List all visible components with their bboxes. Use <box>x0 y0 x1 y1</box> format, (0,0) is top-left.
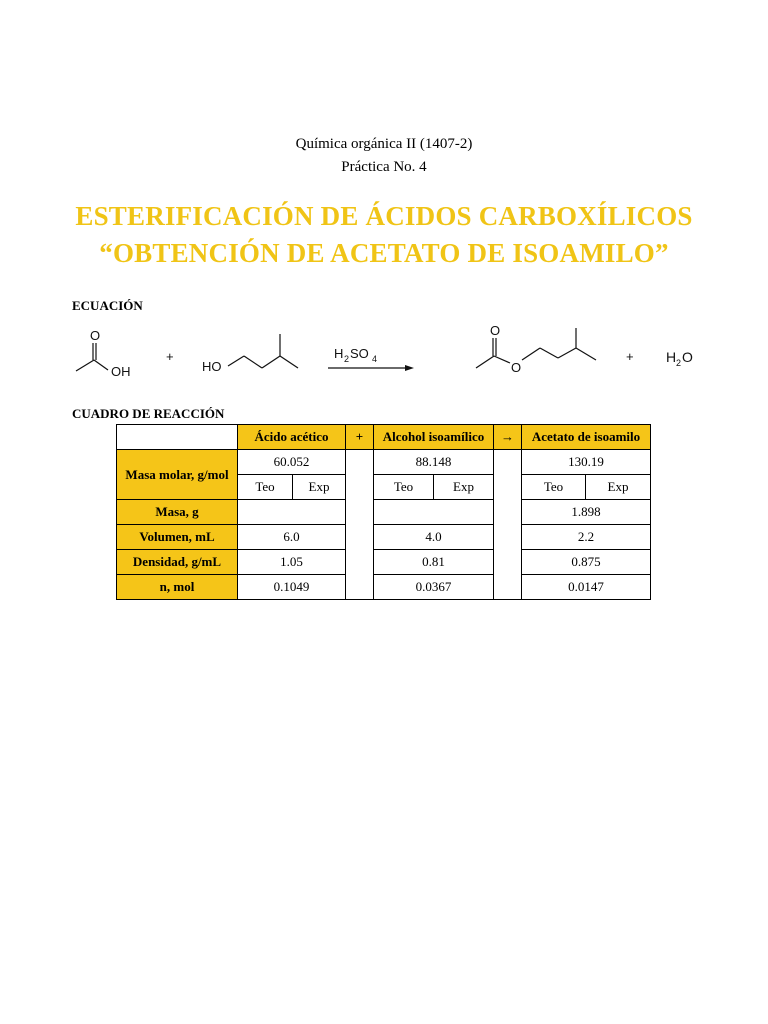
cell-alcohol-n-mol: 0.0367 <box>374 575 494 600</box>
practice-number: Práctica No. 4 <box>341 159 427 175</box>
document-title-line-2: “OBTENCIÓN DE ACETATO DE ISOAMILO” <box>99 238 669 268</box>
acetic-acid-structure <box>76 343 108 371</box>
isoamyl-alcohol-hydroxyl: HO <box>202 359 222 374</box>
ester-bridge-oxygen: O <box>511 360 522 375</box>
document-title-line-1: ESTERIFICACIÓN DE ÁCIDOS CARBOXÍLICOS <box>75 201 693 231</box>
cell-alcohol-exp: Exp <box>434 475 494 500</box>
plus-sign-1: + <box>166 349 174 364</box>
cell-alcohol-teo: Teo <box>374 475 434 500</box>
row-label-volumen: Volumen, mL <box>117 525 238 550</box>
table-corner-cell <box>117 425 238 450</box>
isoamyl-alcohol-structure <box>228 334 298 368</box>
cell-acid-volumen: 6.0 <box>238 525 346 550</box>
table-header-row <box>117 425 651 450</box>
cell-acid-exp: Exp <box>293 475 346 500</box>
ester-carbonyl-oxygen: O <box>490 323 501 338</box>
header-acetic-acid: Ácido acético <box>238 425 346 450</box>
cell-alcohol-masa-molar: 88.148 <box>374 450 494 475</box>
row-label-masa: Masa, g <box>117 500 238 525</box>
row-label-densidad: Densidad, g/mL <box>117 550 238 575</box>
row-label-masa-molar: Masa molar, g/mol <box>117 450 238 500</box>
header-plus: + <box>346 425 374 450</box>
cell-acid-n-mol: 0.1049 <box>238 575 346 600</box>
row-label-n-mol: n, mol <box>117 575 238 600</box>
water-o: O <box>682 349 693 365</box>
acetic-acid-hydroxyl: OH <box>111 364 131 379</box>
reaction-arrow <box>328 365 414 371</box>
catalyst-subscript-4: 4 <box>372 354 378 364</box>
cell-ester-teo: Teo <box>522 475 586 500</box>
catalyst-h: H <box>334 346 344 361</box>
cell-alcohol-volumen: 4.0 <box>374 525 494 550</box>
cell-acid-masa-molar: 60.052 <box>238 450 346 475</box>
reaction-table-heading: CUADRO DE REACCIÓN <box>72 406 225 421</box>
plus-sign-2: + <box>626 349 634 364</box>
cell-ester-volumen: 2.2 <box>522 525 651 550</box>
table-row <box>117 500 651 525</box>
table-row <box>117 550 651 575</box>
cell-alcohol-masa <box>374 500 494 525</box>
reaction-equation-drawing <box>72 316 704 386</box>
water-subscript-2: 2 <box>676 358 682 368</box>
cell-alcohol-densidad: 0.81 <box>374 550 494 575</box>
table-row <box>117 450 651 475</box>
cell-ester-masa-molar: 130.19 <box>522 450 651 475</box>
table-row <box>117 525 651 550</box>
acetic-acid-oxygen: O <box>90 328 101 343</box>
table-row <box>117 575 651 600</box>
cell-ester-n-mol: 0.0147 <box>522 575 651 600</box>
cell-ester-exp: Exp <box>586 475 651 500</box>
cell-acid-teo: Teo <box>238 475 293 500</box>
cell-acid-masa <box>238 500 346 525</box>
header-arrow: → <box>494 425 522 450</box>
cell-acid-densidad: 1.05 <box>238 550 346 575</box>
cell-ester-masa: 1.898 <box>522 500 651 525</box>
catalyst-subscript-2: 2 <box>344 354 350 364</box>
course-title: Química orgánica II (1407-2) <box>295 136 473 152</box>
reaction-equation <box>72 316 704 386</box>
reaction-table <box>116 424 651 600</box>
catalyst-so: SO <box>350 346 369 361</box>
cell-ester-densidad: 0.875 <box>522 550 651 575</box>
equation-heading: ECUACIÓN <box>72 298 143 313</box>
water-h: H <box>666 349 677 365</box>
header-isoamyl-acetate: Acetato de isoamilo <box>522 425 651 450</box>
spacer-column-arrow <box>494 450 522 600</box>
header-isoamyl-alcohol: Alcohol isoamílico <box>374 425 494 450</box>
spacer-column-plus <box>346 450 374 600</box>
